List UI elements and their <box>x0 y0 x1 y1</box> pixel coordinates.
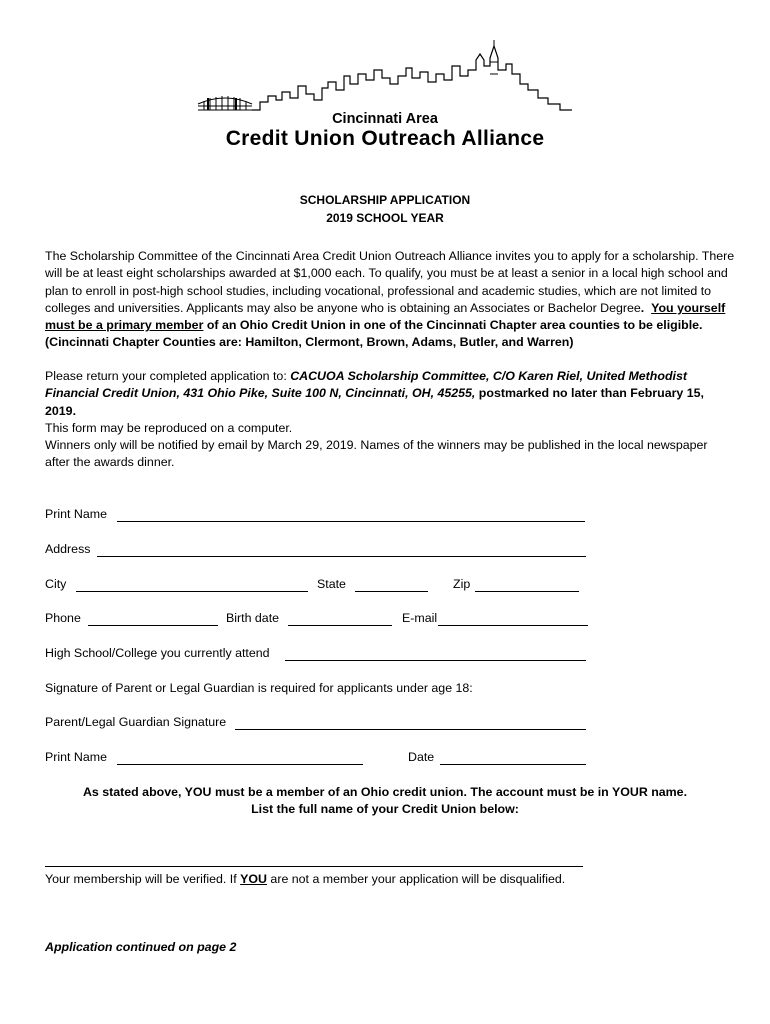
winners-paragraph: Winners only will be notified by email by March 29, 2019. Names of the winners may be published in the local newspaper after the awards dinner. <box>45 438 708 470</box>
return-lead: Please return your completed application to: <box>45 369 291 383</box>
guardian-print-name-label: Print Name <box>45 750 107 764</box>
verify-text-post: are not a member your application will be disqualified. <box>266 872 566 886</box>
credit-union-name-field[interactable] <box>45 852 583 867</box>
phone-field[interactable] <box>88 611 218 626</box>
signature-note: Signature of Parent or Legal Guardian is required for applicants under age 18: <box>45 681 473 695</box>
return-address: CACUOA Scholarship Committee, C/O Karen Riel, United Methodist Financial Credit Union, 431 Ohio Pike, Suite 100 N, Cincinnati, OH, 45255, <box>45 369 687 401</box>
email-label: E-mail <box>402 611 438 625</box>
address-field[interactable] <box>97 542 586 557</box>
city-label: City <box>45 577 67 591</box>
zip-field[interactable] <box>475 577 579 592</box>
guardian-signature-label: Parent/Legal Guardian Signature <box>45 715 227 729</box>
org-top-line: Cincinnati Area <box>332 111 438 127</box>
city-field[interactable] <box>76 577 308 592</box>
membership-verification <box>45 872 565 886</box>
return-note: This form may be reproduced on a computer. <box>45 420 293 435</box>
verify-text-pre: Your membership will be verified. If <box>45 872 241 886</box>
guardian-signature-field[interactable] <box>235 715 586 730</box>
print-name-label: Print Name <box>45 507 107 521</box>
school-row <box>45 646 590 664</box>
return-deadline: postmarked no later than February 15, 2019. <box>45 386 704 418</box>
org-name: Credit Union Outreach Alliance <box>225 127 545 150</box>
signature-note-row <box>45 681 590 699</box>
school-label: High School/College you currently attend <box>45 646 270 660</box>
org-logo <box>190 40 580 160</box>
state-field[interactable] <box>355 577 428 592</box>
print-name-field[interactable] <box>117 507 585 522</box>
state-label: State <box>317 577 346 591</box>
date-field[interactable] <box>440 750 586 765</box>
form-subtitle: 2019 SCHOOL YEAR <box>326 211 444 225</box>
intro-paragraph <box>45 248 735 352</box>
eligibility-emphasis: You yourself must be a primary member <box>45 300 726 333</box>
guardian-print-name-field[interactable] <box>117 750 363 765</box>
continued-note: Application continued on page 2 <box>45 940 237 954</box>
membership-requirement: As stated above, YOU must be a member of an Ohio credit union. The account must be in YOUR name. <box>82 785 688 799</box>
intro-dot: . <box>640 300 645 315</box>
email-field[interactable] <box>438 611 588 626</box>
guardian-name-row <box>45 750 590 768</box>
school-field[interactable] <box>285 646 586 661</box>
verify-you: YOU <box>240 872 267 886</box>
address-label: Address <box>45 542 91 556</box>
zip-label: Zip <box>453 577 471 591</box>
birth-date-label: Birth date <box>226 611 280 625</box>
credit-union-prompt: List the full name of your Credit Union below: <box>251 802 519 816</box>
birth-date-field[interactable] <box>288 611 392 626</box>
intro-text: The Scholarship Committee of the Cincinnati Area Credit Union Outreach Alliance invites you to apply for a scholarship. There will be at least eight scholarships awarded at $1,000 each. To qualify, you must be at least a senior in a local high school and plan to enroll in post-high school studies, including vocational, professional and academic studies, which are not limited to colleges and universities. Applicants may also be anyone who is obtaining an Associates or Bachelor Degree <box>45 249 735 315</box>
phone-row <box>45 611 590 629</box>
eligibility-text: of an Ohio Credit Union in one of the Cincinnati Chapter area counties to be eligible. (Cincinnati Chapter Counties are: Hamilton, Clermont, Brown, Adams, Butler, and Warren) <box>45 318 703 350</box>
phone-label: Phone <box>45 611 81 625</box>
return-paragraph <box>45 368 735 437</box>
print-name-row <box>45 507 590 525</box>
form-title: SCHOLARSHIP APPLICATION <box>299 193 471 207</box>
address-row <box>45 542 590 560</box>
date-label: Date <box>408 750 435 764</box>
city-row <box>45 577 590 595</box>
guardian-signature-row <box>45 715 590 733</box>
